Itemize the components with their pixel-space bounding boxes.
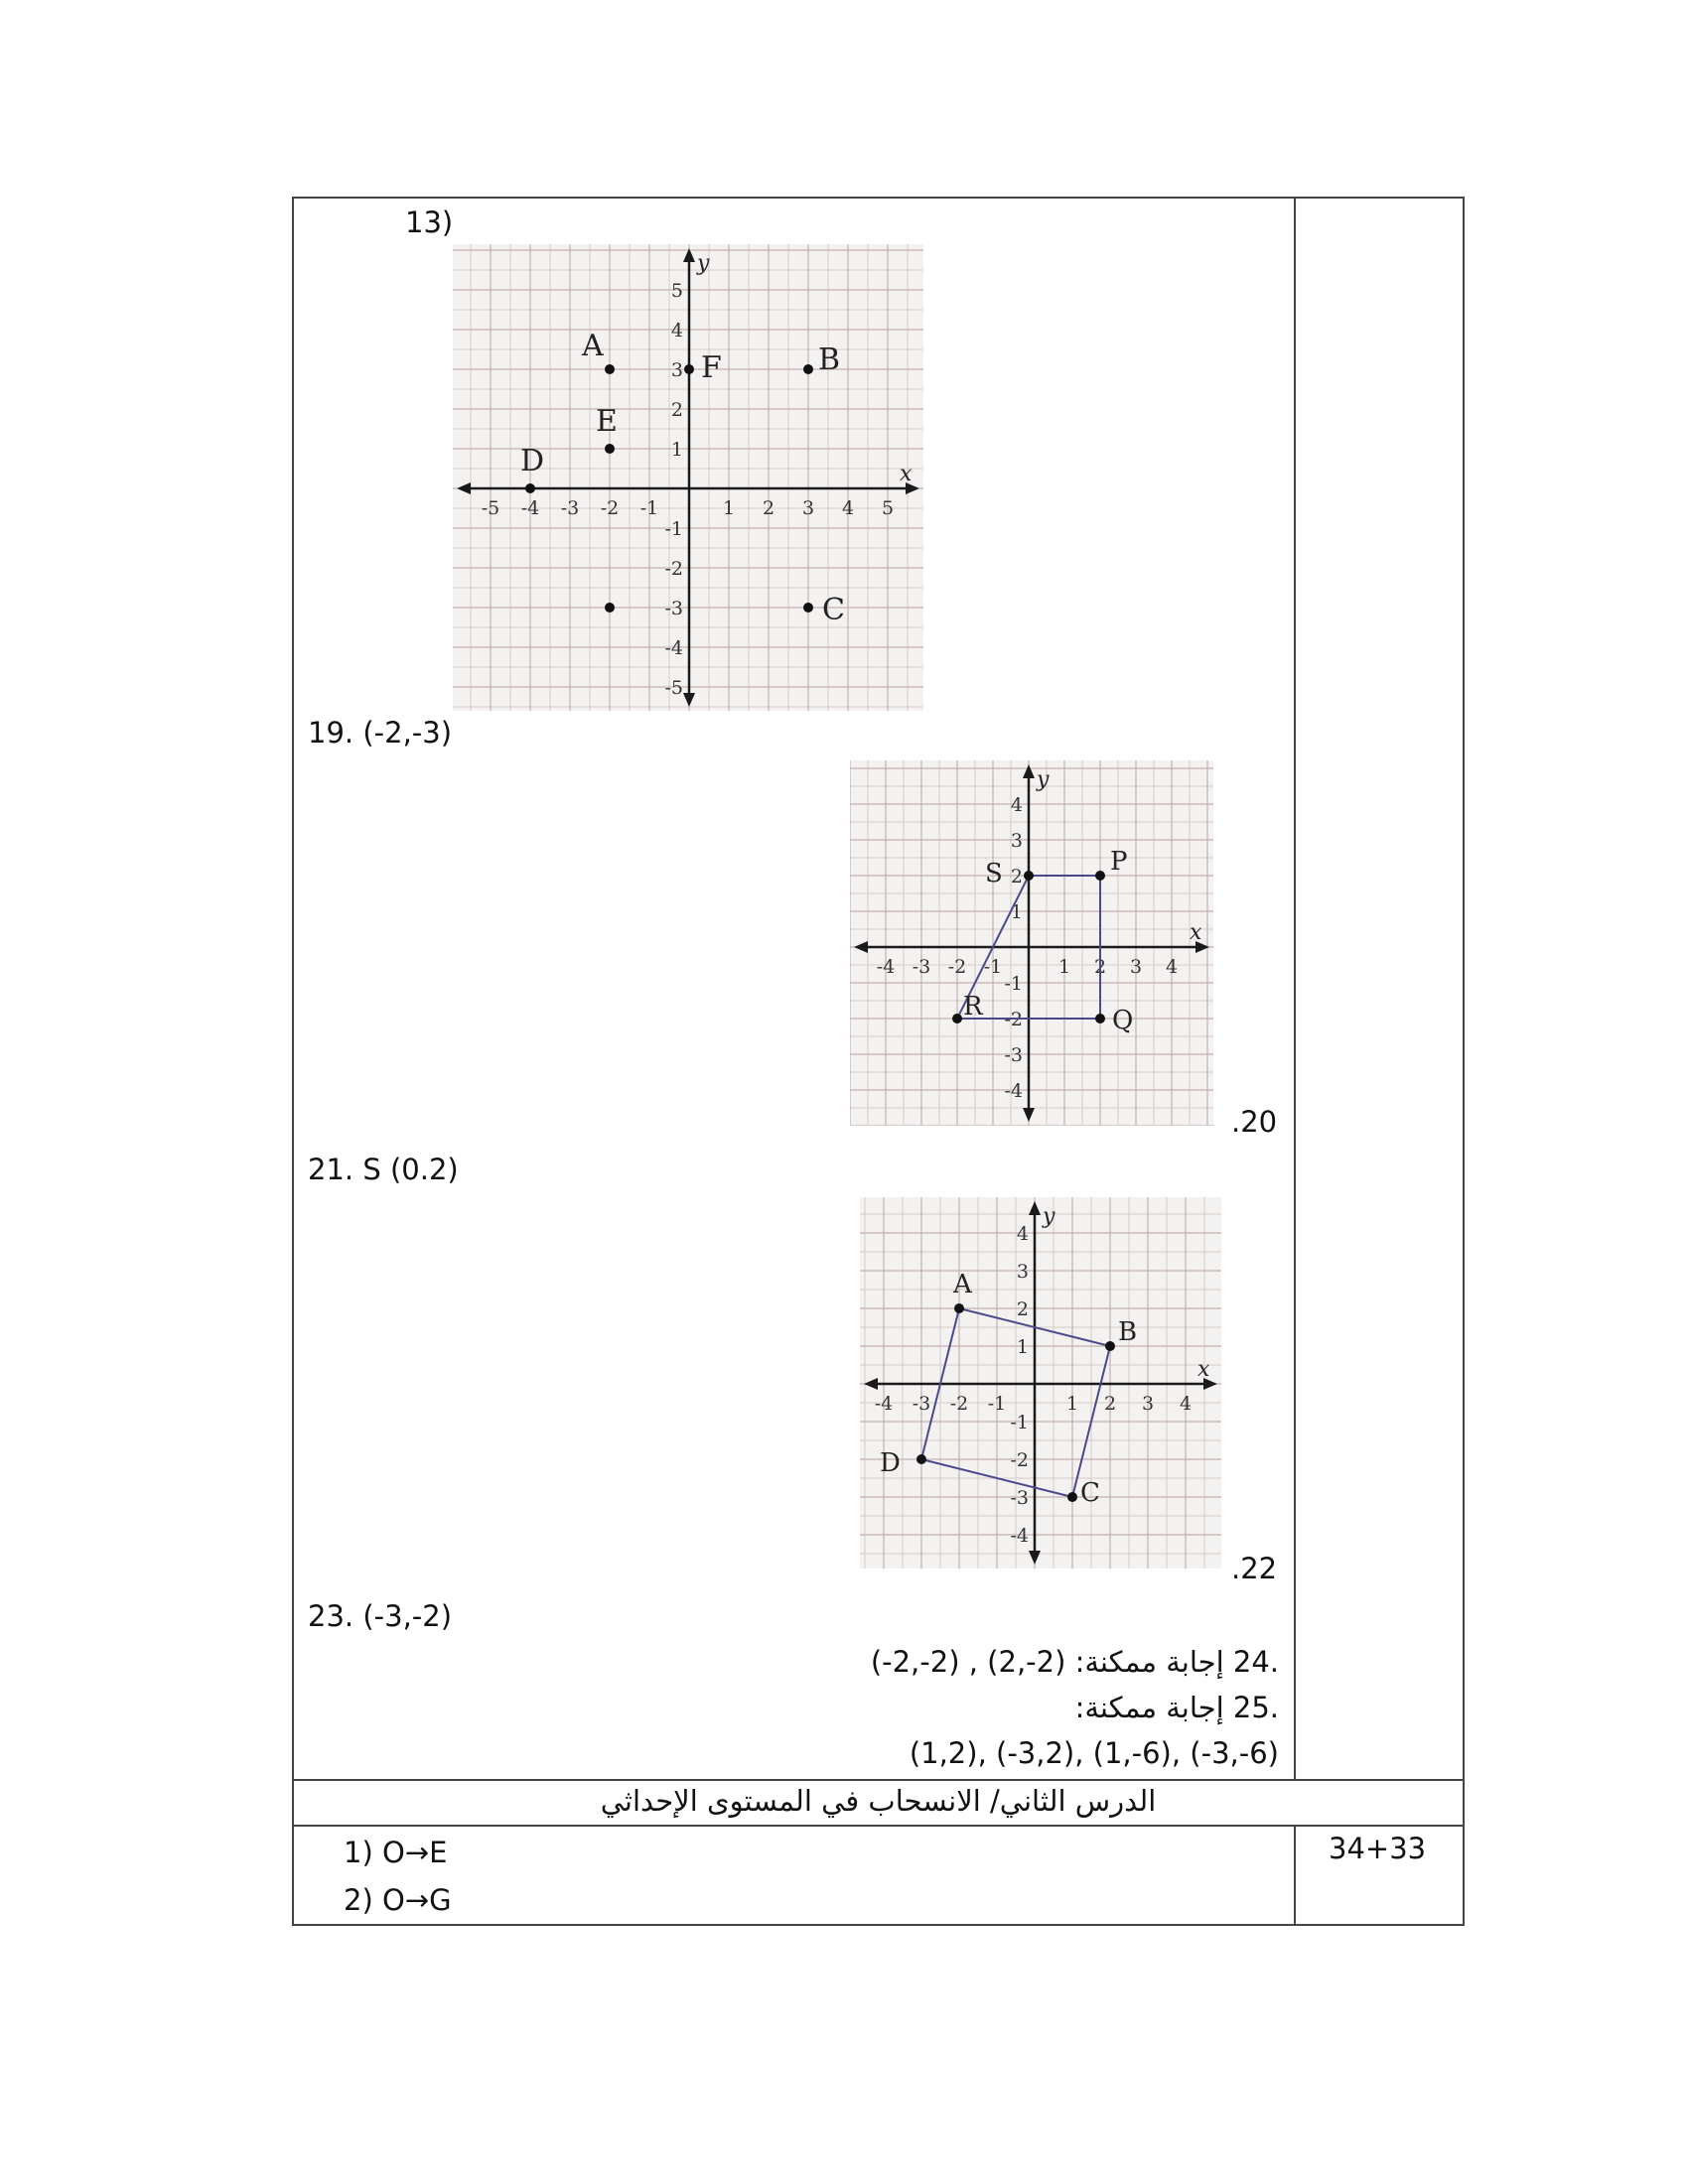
item-23-answer: 23. (-3,-2)	[308, 1599, 453, 1633]
table-column-divider-upper	[1294, 197, 1296, 1779]
x-tick-label: 2	[1093, 956, 1107, 978]
plotted-point	[1095, 871, 1105, 881]
x-axis-label: x	[1190, 920, 1202, 945]
table-row-divider-2	[292, 1825, 1465, 1827]
point-label: R	[963, 992, 983, 1022]
lesson-header: الدرس الثاني/ الانسحاب في المستوى الإحداثي	[600, 1784, 1157, 1818]
item-21-answer: 21. S (0.2)	[308, 1153, 459, 1186]
y-tick-label: 1	[1016, 1336, 1029, 1358]
x-tick-label: -2	[947, 956, 967, 978]
plotted-point	[1105, 1341, 1115, 1351]
point-label: C	[1080, 1478, 1100, 1508]
y-tick-label: -5	[664, 677, 683, 699]
x-axis-arrow-left	[457, 482, 471, 494]
plotted-point	[1095, 1014, 1105, 1024]
item-25-answer-line1: .25 إجابة ممكنة:	[1074, 1691, 1279, 1724]
plotted-point	[952, 1014, 962, 1024]
plotted-point	[684, 364, 694, 374]
table-border-right	[1463, 197, 1465, 1926]
plotted-point	[916, 1454, 926, 1464]
point-label: B	[1118, 1317, 1138, 1347]
graph-20-coordinate-plane	[850, 760, 1213, 1126]
point-label: A	[953, 1270, 972, 1299]
y-tick-label: 2	[670, 399, 683, 421]
y-tick-label: -3	[1010, 1487, 1029, 1509]
y-axis-label: y	[697, 251, 710, 276]
item-19-answer: 19. (-2,-3)	[308, 716, 453, 750]
plotted-point	[605, 444, 615, 454]
table-border-top	[292, 197, 1465, 199]
item-13-label: 13)	[405, 205, 454, 239]
bottom-item-1: 1) O→E	[344, 1836, 448, 1869]
y-tick-label: 5	[670, 280, 683, 302]
x-tick-label: -1	[987, 1393, 1007, 1415]
point-label: Q	[1112, 1006, 1134, 1035]
y-tick-label: 2	[1016, 1298, 1029, 1320]
y-tick-label: 4	[670, 320, 683, 341]
y-tick-label: -3	[664, 598, 683, 619]
point-label: C	[822, 593, 845, 627]
point-label: S	[985, 859, 1003, 888]
point-label: B	[818, 342, 841, 377]
item-24-answer: .24 إجابة ممكنة: (2-,2) , (2-,2-)	[870, 1645, 1279, 1679]
y-tick-label: 3	[1016, 1261, 1029, 1283]
bottom-side-label: 34+33	[1329, 1832, 1427, 1865]
plotted-point	[525, 483, 535, 493]
item-25-answer-line2: (1,2), (-3,2), (1,-6), (-3,-6)	[909, 1736, 1279, 1770]
y-axis-arrow-down	[1023, 1108, 1035, 1122]
point-label: D	[880, 1448, 901, 1478]
x-tick-label: -3	[560, 497, 580, 519]
x-tick-label: 3	[801, 497, 815, 519]
y-tick-label: -4	[664, 637, 683, 659]
x-tick-label: -4	[876, 956, 896, 978]
plotted-point	[803, 364, 813, 374]
y-tick-label: -2	[1004, 1009, 1023, 1030]
plotted-point	[1067, 1492, 1077, 1502]
point-label: F	[701, 350, 722, 385]
y-tick-label: -1	[1004, 973, 1023, 995]
plotted-point	[1024, 871, 1034, 881]
y-tick-label: -3	[1004, 1044, 1023, 1066]
y-tick-label: 4	[1010, 794, 1023, 816]
x-tick-label: 4	[1165, 956, 1179, 978]
table-column-divider-lower	[1294, 1825, 1296, 1926]
point-label: A	[582, 329, 604, 363]
x-axis-arrow-left	[854, 941, 868, 953]
y-axis-label: y	[1043, 1204, 1055, 1229]
y-tick-label: -2	[664, 558, 683, 580]
x-tick-label: 1	[1065, 1393, 1079, 1415]
x-tick-label: 2	[1103, 1393, 1117, 1415]
y-tick-label: 1	[1010, 901, 1023, 923]
x-tick-label: -4	[874, 1393, 894, 1415]
y-tick-label: -4	[1004, 1080, 1023, 1102]
point-label: E	[596, 404, 618, 439]
x-tick-label: -2	[949, 1393, 969, 1415]
x-tick-label: 4	[841, 497, 855, 519]
graph-22-coordinate-plane	[860, 1197, 1221, 1569]
y-axis-arrow-up	[1023, 764, 1035, 778]
y-axis-arrow-down	[683, 693, 695, 707]
y-tick-label: 1	[670, 439, 683, 461]
x-tick-label: 1	[722, 497, 736, 519]
x-tick-label: -5	[481, 497, 500, 519]
table-border-left	[292, 197, 294, 1926]
x-tick-label: 1	[1057, 956, 1071, 978]
x-tick-label: -1	[983, 956, 1003, 978]
item-20-label: .20	[1231, 1105, 1278, 1139]
y-tick-label: 4	[1016, 1223, 1029, 1245]
x-tick-label: 4	[1179, 1393, 1193, 1415]
table-border-bottom	[292, 1924, 1465, 1926]
y-tick-label: -1	[1010, 1412, 1029, 1433]
point-label: D	[520, 444, 545, 478]
x-tick-label: 5	[881, 497, 895, 519]
x-axis-label: x	[900, 462, 913, 486]
y-tick-label: 3	[1010, 830, 1023, 852]
x-tick-label: -4	[520, 497, 540, 519]
y-tick-label: 2	[1010, 866, 1023, 887]
graph-13-coordinate-plane	[453, 244, 923, 711]
y-axis-label: y	[1037, 767, 1050, 792]
x-tick-label: 2	[762, 497, 775, 519]
y-tick-label: -1	[664, 518, 683, 540]
item-22-label: .22	[1231, 1552, 1278, 1585]
plotted-point	[605, 603, 615, 613]
y-tick-label: -2	[1010, 1449, 1029, 1471]
bottom-item-2: 2) O→G	[344, 1883, 452, 1917]
x-tick-label: 3	[1129, 956, 1143, 978]
plotted-point	[803, 603, 813, 613]
table-row-divider-1	[292, 1779, 1465, 1781]
point-label: P	[1110, 847, 1128, 877]
y-tick-label: -4	[1010, 1525, 1029, 1547]
x-tick-label: 3	[1141, 1393, 1155, 1415]
plotted-point	[605, 364, 615, 374]
x-tick-label: -3	[912, 956, 931, 978]
y-tick-label: 3	[670, 359, 683, 381]
y-axis-arrow-up	[1029, 1201, 1041, 1215]
plotted-point	[954, 1303, 964, 1313]
y-axis-arrow-down	[1029, 1551, 1041, 1565]
x-axis-label: x	[1197, 1357, 1210, 1382]
x-axis-arrow-left	[864, 1378, 878, 1390]
x-tick-label: -2	[600, 497, 620, 519]
x-tick-label: -3	[912, 1393, 931, 1415]
x-tick-label: -1	[639, 497, 659, 519]
